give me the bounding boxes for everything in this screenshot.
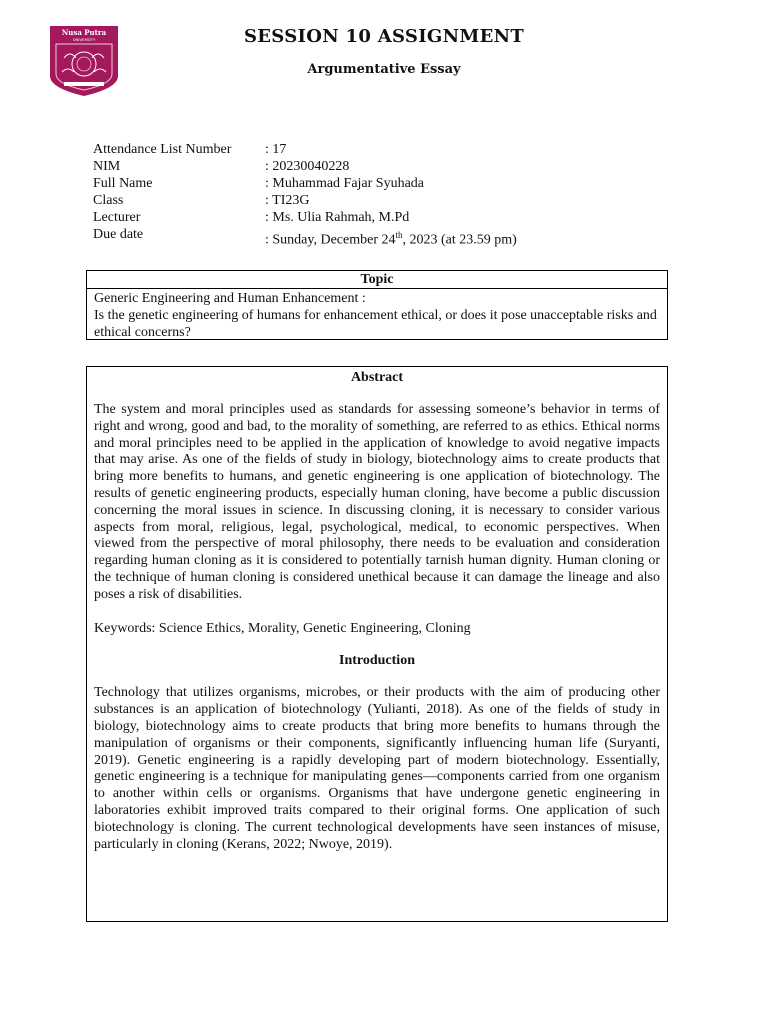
abstract-heading: Abstract: [350, 370, 404, 385]
topic-heading: Topic: [87, 271, 667, 289]
info-label: Lecturer: [93, 209, 141, 225]
info-label: Attendance List Number: [93, 142, 232, 157]
due-date-suffix-sup: th: [395, 229, 403, 240]
info-label: Due date: [93, 226, 144, 242]
topic-line-2: Is the genetic engineering of humans for enhancement ethical, or does it pose unacceptable risks and ethical concerns?: [94, 307, 657, 340]
svg-text:Nusa Putra: Nusa Putra: [61, 28, 107, 37]
svg-text:UNIVERSITY: UNIVERSITY: [72, 37, 96, 42]
introduction-body: Technology that utilizes organisms, microbes, or their products with the aim of producing other substances is an application of biotechnology (Yulianti, 2018). As one of the fields of study in biology, biotechnology aims to create products that bring more benefits to humans through the manipulation of organisms or their components, significantly influencing human life (Suryanti, 2019). Genetic engineering is a rapidly developing part of modern biotechnology. Essentially, genetic engineering is a technique for manipulating genes—components carried from one organism to another within cells or organisms. Organisms that have undergone genetic engineering in laboratories exhibit improved traits compared to their original forms. One application of such biotechnology is cloning. The current technological developments have seen instances of misuse, particularly in cloning (Kerans, 2022; Nwoye, 2019).: [94, 685, 660, 852]
introduction-heading: Introduction: [339, 653, 415, 669]
topic-line-1: Generic Engineering and Human Enhancement :: [94, 291, 366, 306]
info-label: Class: [93, 192, 124, 208]
info-row-class: [93, 193, 517, 210]
info-label: NIM: [93, 158, 121, 174]
info-value: : Ms. Ulia Rahmah, M.Pd: [265, 209, 410, 225]
document-subtitle: Argumentative Essay: [307, 62, 461, 77]
student-info: [93, 142, 517, 249]
info-row-nim: [93, 159, 517, 176]
document-title: SESSION 10 ASSIGNMENT: [243, 26, 525, 47]
info-label: Full Name: [93, 175, 153, 191]
topic-box: [86, 270, 668, 340]
info-row-full-name: [93, 176, 517, 193]
info-value: : TI23G: [265, 192, 310, 208]
due-date-suffix: , 2023 (at 23.59 pm): [402, 232, 517, 248]
info-value: : Muhammad Fajar Syuhada: [265, 175, 425, 191]
info-row-due-date: [93, 227, 517, 250]
due-date-prefix: : Sunday, December 24: [265, 232, 396, 248]
info-row-lecturer: [93, 210, 517, 227]
info-value: [265, 227, 517, 250]
info-value: : 17: [265, 142, 287, 157]
abstract-body: The system and moral principles used as standards for assessing someone’s behavior in terms of right and wrong, good and bad, to the morality of something, are referred to as ethics. Ethical norms and moral principles need to be applied in the application of knowledge to avoid negative impacts that may arise. As one of the fields of study in biology, biotechnology aims to create products that bring more benefits to humans, and genetic engineering is one application of biotechnology. The results of genetic engineering products, especially human cloning, have become a public discussion concerning the moral issues in science. In discussing cloning, it is necessary to consider various aspects from moral, religious, legal, psychological, medical, to economic perspectives. When viewed from the perspective of moral philosophy, there needs to be evaluation and consideration regarding human cloning as it is considered to potentially tarnish human dignity. Human cloning or the technique of human cloning is considered unethical because it can damage the lineage and also poses a risk of disabilities.: [94, 402, 660, 602]
topic-body: [87, 289, 667, 343]
keywords: Keywords: Science Ethics, Morality, Genetic Engineering, Cloning: [94, 620, 471, 636]
info-row-attendance: [93, 142, 517, 159]
essay-box: [86, 366, 668, 922]
info-value: : 20230040228: [265, 158, 350, 174]
